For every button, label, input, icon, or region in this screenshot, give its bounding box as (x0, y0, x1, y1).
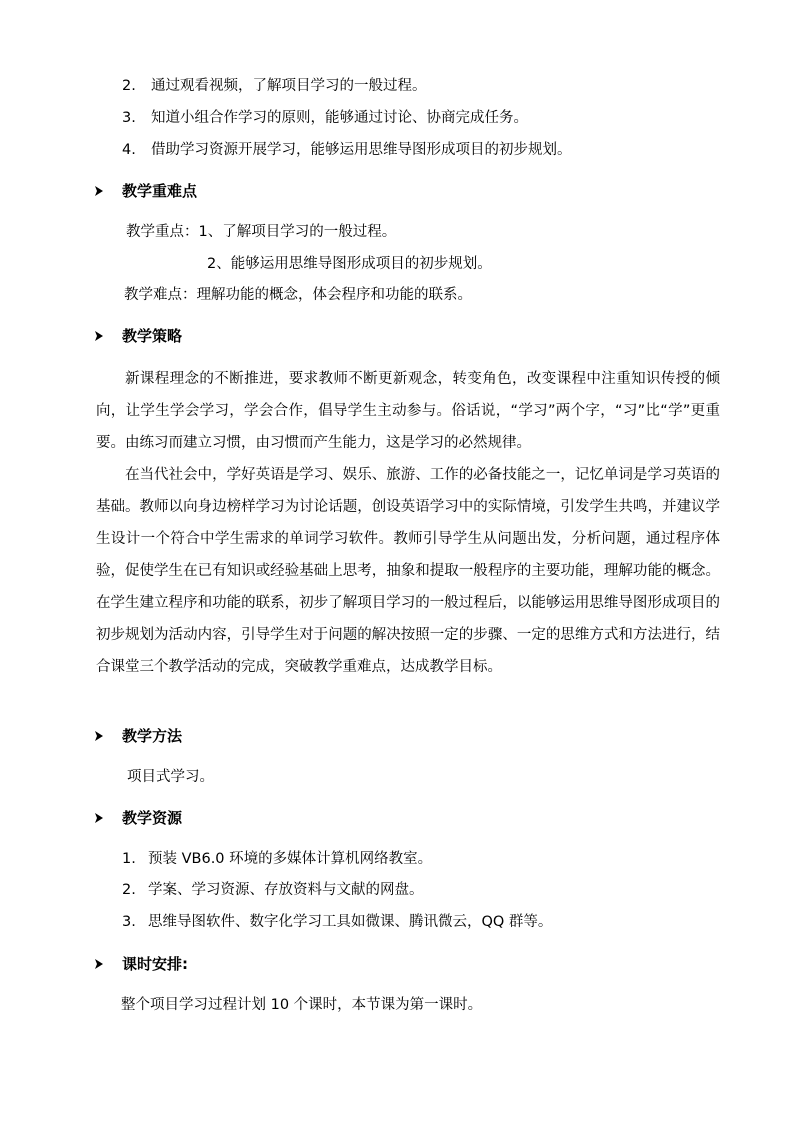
strategy-paragraph: 在当代社会中，学好英语是学习、娱乐、旅游、工作的必备技能之一，记忆单词是学习英语的基础。教师以向身边榜样学习为讨论话题，创设英语学习中的实际情境，引发学生共鸣，并建议学生设计一个符合中学生需求的单词学习软件。教师引导学生从问题出发，分析问题，通过程序体验，促使学生在已有知识或经验基础上思考，抽象和提取一般程序的主要功能，理解功能的概念。在学生建立程序和功能的联系，初步了解项目学习的一般过程后，以能够运用思维导图形成项目的初步规划为活动内容，引导学生对于问题的解决按照一定的步骤、一定的思维方式和方法进行，结合课堂三个教学活动的完成，突破教学重难点，达成教学目标。 (96, 467, 720, 675)
resource-text: 学案、学习资源、存放资料与文献的网盘。 (148, 882, 424, 898)
objective-number: 4. (122, 142, 136, 158)
objective-text: 借助学习资源开展学习，能够运用思维导图形成项目的初步规划。 (151, 142, 572, 158)
resource-number: 2. (122, 882, 136, 898)
objective-text: 通过观看视频，了解项目学习的一般过程。 (151, 78, 427, 94)
objective-number: 3. (122, 110, 136, 126)
teaching-focus-line: 2、能够运用思维导图形成项目的初步规划。 (207, 256, 492, 272)
section-heading: 课时安排: (122, 955, 188, 973)
schedule-text: 整个项目学习过程计划 10 个课时，本节课为第一课时。 (121, 997, 483, 1013)
strategy-paragraph: 新课程理念的不断推进，要求教师不断更新观念，转变角色，改变课程中注重知识传授的倾向，让学生学会学习，学会合作，倡导学生主动参与。俗话说，“学习”两个字，“习”比“学”更重要。由练习而建立习惯，由习惯而产生能力，这是学习的必然规律。 (96, 371, 720, 451)
resource-text: 思维导图软件、数字化学习工具如微课、腾讯微云，QQ 群等。 (148, 914, 553, 930)
section-heading: 教学重难点 (122, 182, 198, 200)
resource-number: 3. (122, 914, 136, 930)
arrow-bullet-icon (94, 181, 108, 201)
arrow-bullet-icon (94, 808, 108, 828)
method-text: 项目式学习。 (127, 769, 214, 785)
arrow-bullet-icon (94, 726, 108, 746)
teaching-focus-line: 教学重点：1、了解项目学习的一般过程。 (126, 224, 397, 240)
teaching-difficulty-line: 教学难点：理解功能的概念，体会程序和功能的联系。 (124, 287, 472, 303)
objective-number: 2. (122, 78, 136, 94)
objective-text: 知道小组合作学习的原则，能够通过讨论、协商完成任务。 (151, 110, 528, 126)
resource-number: 1. (122, 851, 136, 867)
resource-text: 预装 VB6.0 环境的多媒体计算机网络教室。 (148, 851, 433, 867)
arrow-bullet-icon (94, 954, 108, 974)
section-heading: 教学资源 (122, 809, 183, 827)
arrow-bullet-icon (94, 326, 108, 346)
section-heading: 教学策略 (122, 327, 183, 345)
section-heading: 教学方法 (122, 727, 183, 745)
